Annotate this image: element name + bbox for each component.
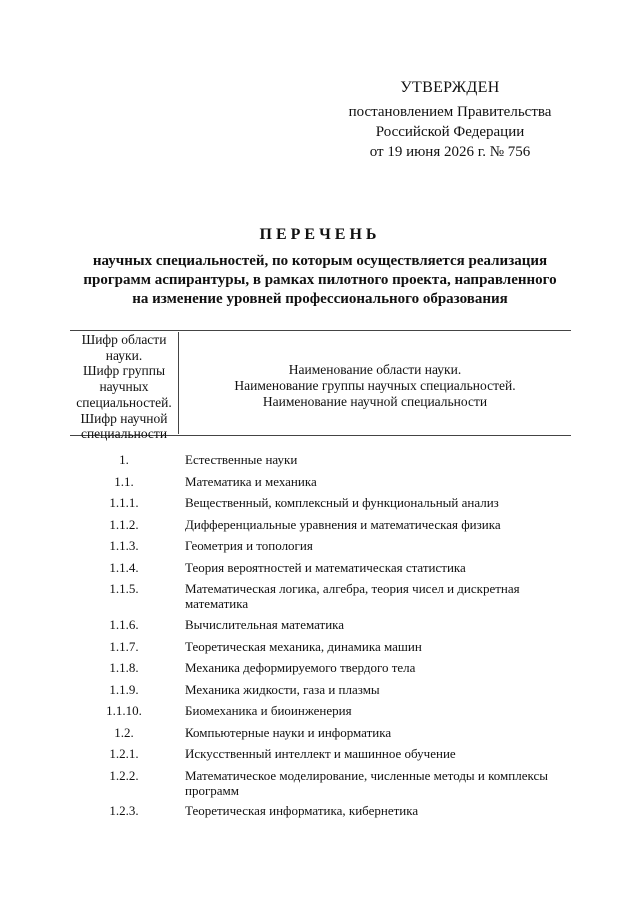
row-name: Теоретическая информатика, кибернетика [185, 803, 419, 818]
row-name: Механика деформируемого твердого тела [185, 660, 416, 675]
header-code-line: специальностей. [76, 394, 172, 410]
row-code: 1.1.1. [109, 495, 139, 510]
table-row [0, 538, 640, 560]
row-code: 1.2.3. [109, 803, 139, 818]
row-name: Механика жидкости, газа и плазмы [185, 682, 380, 697]
row-code: 1.1.3. [109, 538, 139, 553]
header-code-column [70, 332, 179, 442]
header-name-column [179, 362, 571, 410]
approval-stamp [335, 78, 565, 162]
row-code: 1.1.6. [109, 617, 139, 632]
row-name: Вычислительная математика [185, 617, 345, 632]
row-code: 1.2. [114, 725, 134, 740]
table-row [0, 517, 640, 538]
header-name-line: Наименование научной специальности [262, 394, 488, 409]
table-row [0, 746, 640, 768]
document-subtitle [60, 252, 580, 309]
row-code: 1.1.7. [109, 639, 139, 654]
header-name-line: Наименование группы научных специальностей. [234, 378, 516, 393]
table-row [0, 768, 640, 803]
approval-line: Российской Федерации [375, 124, 525, 140]
row-code: 1.1.9. [109, 682, 139, 697]
row-name-line: программ [185, 783, 240, 798]
row-code: 1.1.2. [109, 517, 139, 532]
approval-title: УТВЕРЖДЕН [400, 79, 500, 96]
table-row [0, 703, 640, 725]
row-name: Дифференциальные уравнения и математическая физика [185, 517, 501, 532]
row-code: 1.1.4. [109, 560, 139, 575]
header-code-line: науки. [105, 347, 143, 363]
table-header [70, 330, 571, 442]
row-code: 1.1. [114, 474, 134, 489]
table-row [0, 495, 640, 517]
row-name: Биомеханика и биоинженерия [185, 703, 352, 718]
document-title: ПЕРЕЧЕНЬ [259, 226, 381, 243]
row-name [185, 768, 560, 798]
header-code-line: Шифр группы [82, 363, 166, 379]
row-name: Математика и механика [185, 474, 317, 489]
table-row [0, 474, 640, 495]
row-name: Геометрия и топология [185, 538, 313, 553]
header-name-line: Наименование области науки. [288, 362, 462, 377]
table-row [0, 682, 640, 703]
subtitle-line: на изменение уровней профессионального образования [132, 291, 508, 307]
table-row [0, 803, 640, 825]
header-code-line: научных [99, 379, 149, 395]
row-name: Вещественный, комплексный и функциональный анализ [185, 495, 499, 510]
row-code: 1.1.5. [109, 581, 139, 596]
row-code: 1.2.2. [109, 768, 139, 783]
table-row [0, 560, 640, 581]
header-code-line: специальности [80, 426, 168, 442]
row-name-line: Математическое моделирование, численные методы и комплексы [185, 768, 548, 783]
approval-date: от 19 июня 2026 г. № 756 [369, 144, 531, 160]
row-code: 1. [119, 452, 129, 467]
subtitle-line: программ аспирантуры, в рамках пилотного проекта, направленного [83, 272, 557, 288]
row-name-line: математика [185, 596, 249, 611]
table-row [0, 660, 640, 682]
table-row [0, 725, 640, 746]
row-name: Теоретическая механика, динамика машин [185, 639, 422, 654]
subtitle-line: научных специальностей, по которым осуществляется реализация [92, 253, 548, 269]
row-name: Искусственный интеллект и машинное обучение [185, 746, 456, 761]
row-name: Естественные науки [185, 452, 298, 467]
row-code: 1.2.1. [109, 746, 139, 761]
specialty-list [0, 452, 640, 825]
row-name: Компьютерные науки и информатика [185, 725, 392, 740]
table-row [0, 581, 640, 617]
row-name-line: Математическая логика, алгебра, теория чисел и дискретная [185, 581, 520, 596]
header-code-line: Шифр научной [80, 410, 168, 426]
approval-line: постановлением Правительства [348, 104, 552, 120]
table-row [0, 452, 640, 474]
row-code: 1.1.10. [106, 703, 142, 718]
table-row [0, 639, 640, 660]
header-code-line: Шифр области [81, 332, 167, 347]
row-code: 1.1.8. [109, 660, 139, 675]
row-name: Теория вероятностей и математическая статистика [185, 560, 466, 575]
table-row [0, 617, 640, 639]
row-name [185, 581, 560, 611]
